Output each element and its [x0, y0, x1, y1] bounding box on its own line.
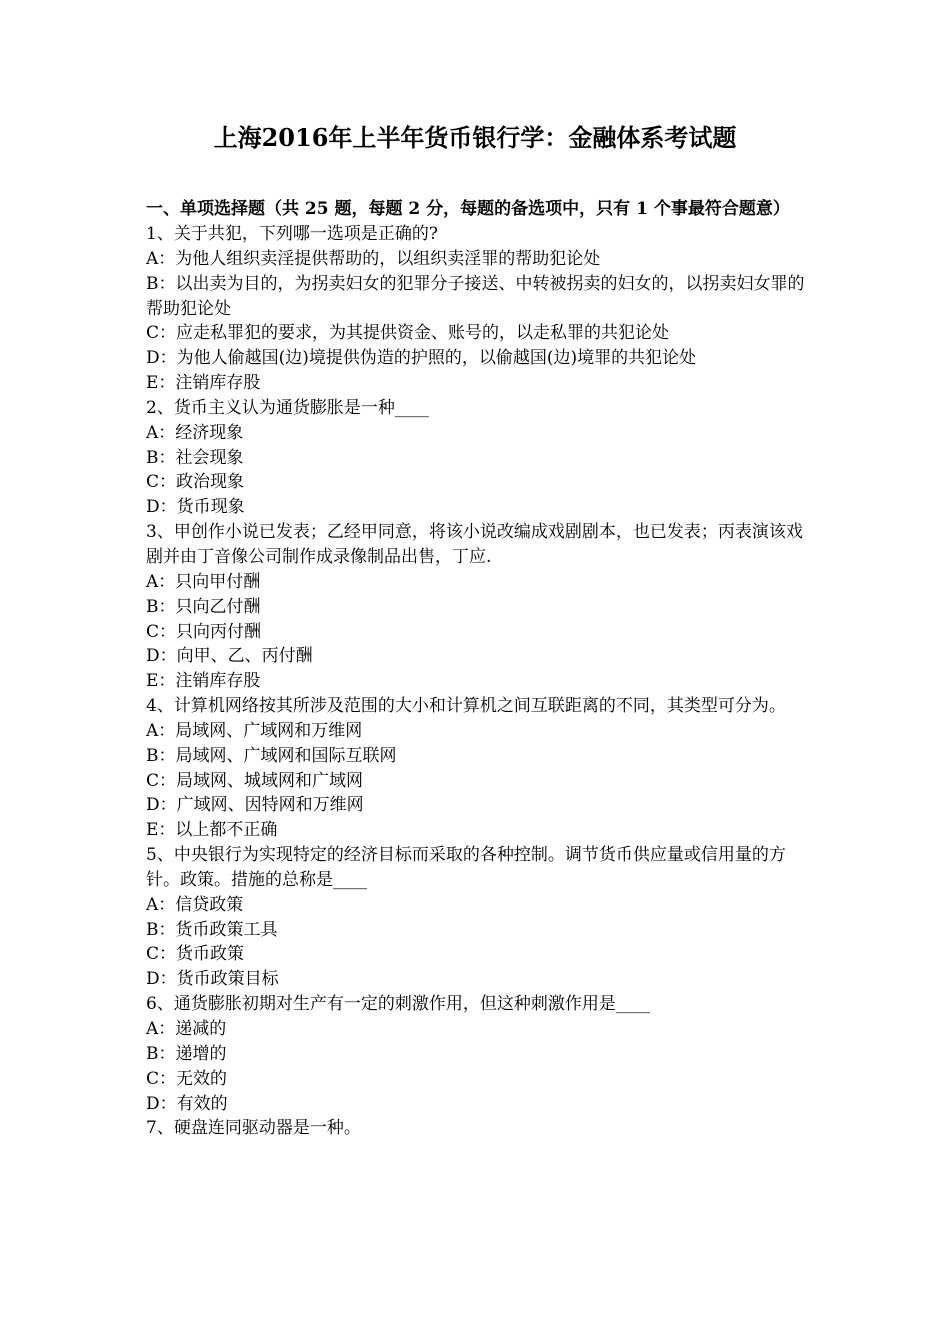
question-stem: 4、计算机网络按其所涉及范围的大小和计算机之间互联距离的不同，其类型可分为。 — [146, 696, 786, 717]
option-d: D：向甲、乙、丙付酬 — [146, 646, 313, 667]
option-d: D：货币现象 — [146, 497, 245, 518]
option-a: A：递减的 — [146, 1019, 227, 1039]
question-stem: 6、通货膨胀初期对生产有一定的刺激作用，但这种刺激作用是____ — [146, 994, 650, 1015]
question-stem: 3、甲创作小说已发表；乙经甲同意，将该小说改编成戏剧剧本，也已发表；丙表演该戏剧并由丁音像公司制作成录像制品出售，丁应. — [146, 522, 803, 567]
option-c: C：政治现象 — [146, 472, 245, 493]
option-c: C：货币政策 — [146, 944, 245, 965]
question-stem: 7、硬盘连同驱动器是一种。 — [146, 1118, 361, 1139]
option-d: D：有效的 — [146, 1093, 228, 1114]
option-b: B：递增的 — [146, 1043, 227, 1064]
question-5 — [146, 843, 810, 992]
option-c: C：无效的 — [146, 1068, 228, 1089]
option-a: A：经济现象 — [146, 422, 244, 443]
question-6 — [146, 992, 810, 1116]
option-d: D：广域网、因特网和万维网 — [146, 795, 364, 816]
option-b: B：局域网、广域网和国际互联网 — [146, 745, 397, 766]
option-c: C：应走私罪犯的要求，为其提供资金、账号的，以走私罪的共犯论处 — [146, 323, 670, 344]
question-2 — [146, 396, 810, 520]
option-c: C：只向丙付酬 — [146, 621, 262, 642]
question-3 — [146, 520, 810, 694]
option-a: A：为他人组织卖淫提供帮助的，以组织卖淫罪的帮助犯论处 — [146, 248, 601, 269]
option-d: D：货币政策目标 — [146, 969, 279, 990]
question-7 — [146, 1116, 810, 1141]
option-b: B：货币政策工具 — [146, 919, 278, 940]
question-1 — [146, 222, 810, 396]
document-body — [146, 197, 810, 1141]
option-a: A：信贷政策 — [146, 894, 244, 915]
option-d: D：为他人偷越国(边)境提供伪造的护照的，以偷越国(边)境罪的共犯论处 — [146, 348, 697, 369]
option-a: A：局域网、广域网和万维网 — [146, 720, 363, 741]
option-b: B：社会现象 — [146, 447, 244, 468]
option-a: A：只向甲付酬 — [146, 571, 261, 592]
option-b: B：以出卖为目的，为拐卖妇女的犯罪分子接送、中转被拐卖的妇女的，以拐卖妇女罪的帮助犯论处 — [146, 273, 805, 319]
option-e: E：注销库存股 — [146, 373, 261, 394]
question-4 — [146, 694, 810, 843]
question-stem: 1、关于共犯，下列哪一选项是正确的? — [146, 224, 438, 244]
option-e: E：以上都不正确 — [146, 820, 278, 841]
question-stem: 2、货币主义认为通货膨胀是一种____ — [146, 397, 429, 418]
option-e: E：注销库存股 — [146, 671, 261, 692]
option-b: B：只向乙付酬 — [146, 596, 261, 617]
option-c: C：局域网、城域网和广域网 — [146, 770, 364, 791]
question-stem: 5、中央银行为实现特定的经济目标而采取的各种控制。调节货币供应量或信用量的方针。政策。措施的总称是____ — [146, 845, 786, 890]
document-title: 上海2016年上半年货币银行学：金融体系考试题 — [213, 123, 737, 152]
section-heading: 一、单项选择题（共 25 题，每题 2 分，每题的备选项中，只有 1 个事最符合题意） — [146, 199, 790, 219]
